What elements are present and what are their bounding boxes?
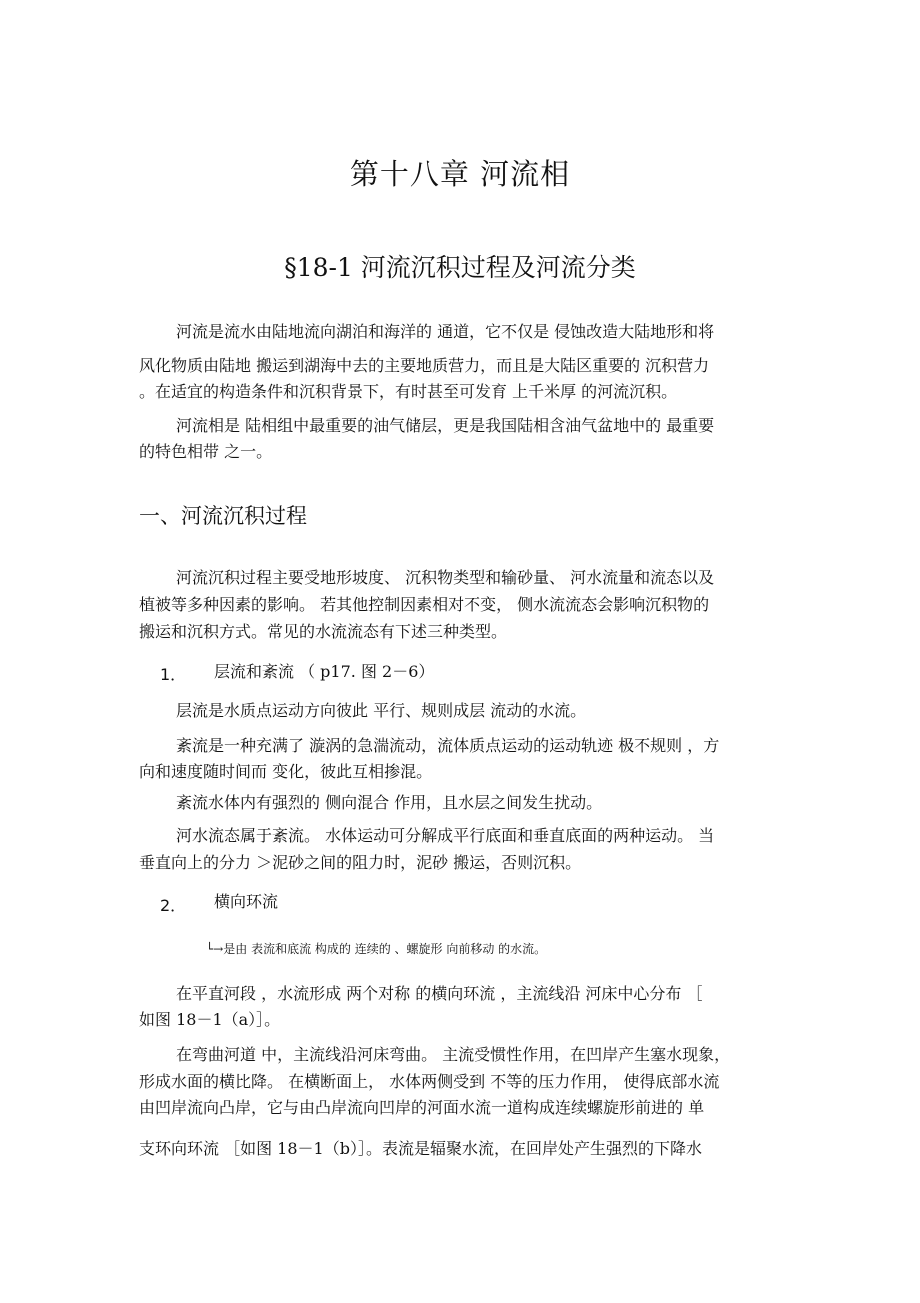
text-line: 如图 18－1（a）］。 xyxy=(139,1010,281,1029)
item-number: 1． xyxy=(160,665,187,684)
annotation-note: └→是由 表流和底流 构成的 连续的 、螺旋形 向前移动 的水流。 xyxy=(206,942,547,956)
text-line: 支环向环流 ［如图 18－1（b）］。表流是辐聚水流，在回岸处产生强烈的下降水 xyxy=(139,1139,702,1158)
text-line: 搬运和沉积方式。常见的水流流态有下述三种类型。 xyxy=(139,622,508,641)
text-line: 层流是水质点运动方向彼此 平行、规则成层 流动的水流。 xyxy=(176,701,587,720)
text-line: 河流是流水由陆地流向湖泊和海洋的 通道，它不仅是 侵蚀改造大陆地形和将 xyxy=(176,322,715,341)
text-line: 河流相是 陆相组中最重要的油气储层，更是我国陆相含油气盆地中的 最重要 xyxy=(176,416,715,435)
item-label: 层流和紊流 （ p17. 图 2－6） xyxy=(214,662,435,681)
item-number: 2． xyxy=(160,896,187,915)
item-label: 横向环流 xyxy=(214,892,279,911)
text-line: 植被等多种因素的影响。 若其他控制因素相对不变， 侧水流流态会影响沉积物的 xyxy=(139,595,710,614)
text-line: 的特色相带 之一。 xyxy=(139,442,273,461)
text-line: 河流沉积过程主要受地形坡度、 沉积物类型和输砂量、 河水流量和流态以及 xyxy=(176,568,715,587)
text-line: 。在适宜的构造条件和沉积背景下，有时甚至可发育 上千米厚 的河流沉积。 xyxy=(139,382,678,401)
text-line: 紊流水体内有强烈的 侧向混合 作用，且水层之间发生扰动。 xyxy=(176,793,603,812)
chapter-title: 第十八章 河流相 xyxy=(349,157,571,191)
text-line: 垂直向上的分力 ＞泥砂之间的阻力时，泥砂 搬运，否则沉积。 xyxy=(139,853,582,872)
text-line: 河水流态属于紊流。 水体运动可分解成平行底面和垂直底面的两种运动。 当 xyxy=(176,826,715,845)
text-line: 形成水面的横比降。 在横断面上， 水体两侧受到 不等的压力作用， 使得底部水流 xyxy=(139,1072,720,1091)
text-line: 在弯曲河道 中，主流线沿河床弯曲。 主流受惯性作用，在凹岸产生塞水现象， xyxy=(176,1045,731,1064)
text-line: 风化物质由陆地 搬运到湖海中去的主要地质营力，而且是大陆区重要的 沉积营力 xyxy=(139,356,710,375)
text-line: 紊流是一种充满了 漩涡的急湍流动，流体质点运动的运动轨迹 极不规则 ，方 xyxy=(176,736,720,755)
section-heading-1: 一、河流沉积过程 xyxy=(139,504,307,528)
text-line: 由凹岸流向凸岸，它与由凸岸流向凹岸的河面水流一道构成连续螺旋形前进的 单 xyxy=(139,1098,705,1117)
section-title: §18-1 河流沉积过程及河流分类 xyxy=(284,253,636,282)
text-line: 在平直河段 ，水流形成 两个对称 的横向环流 ，主流线沿 河床中心分布 ［ xyxy=(176,984,703,1003)
text-line: 向和速度随时间而 变化，彼此互相掺混。 xyxy=(139,762,433,781)
